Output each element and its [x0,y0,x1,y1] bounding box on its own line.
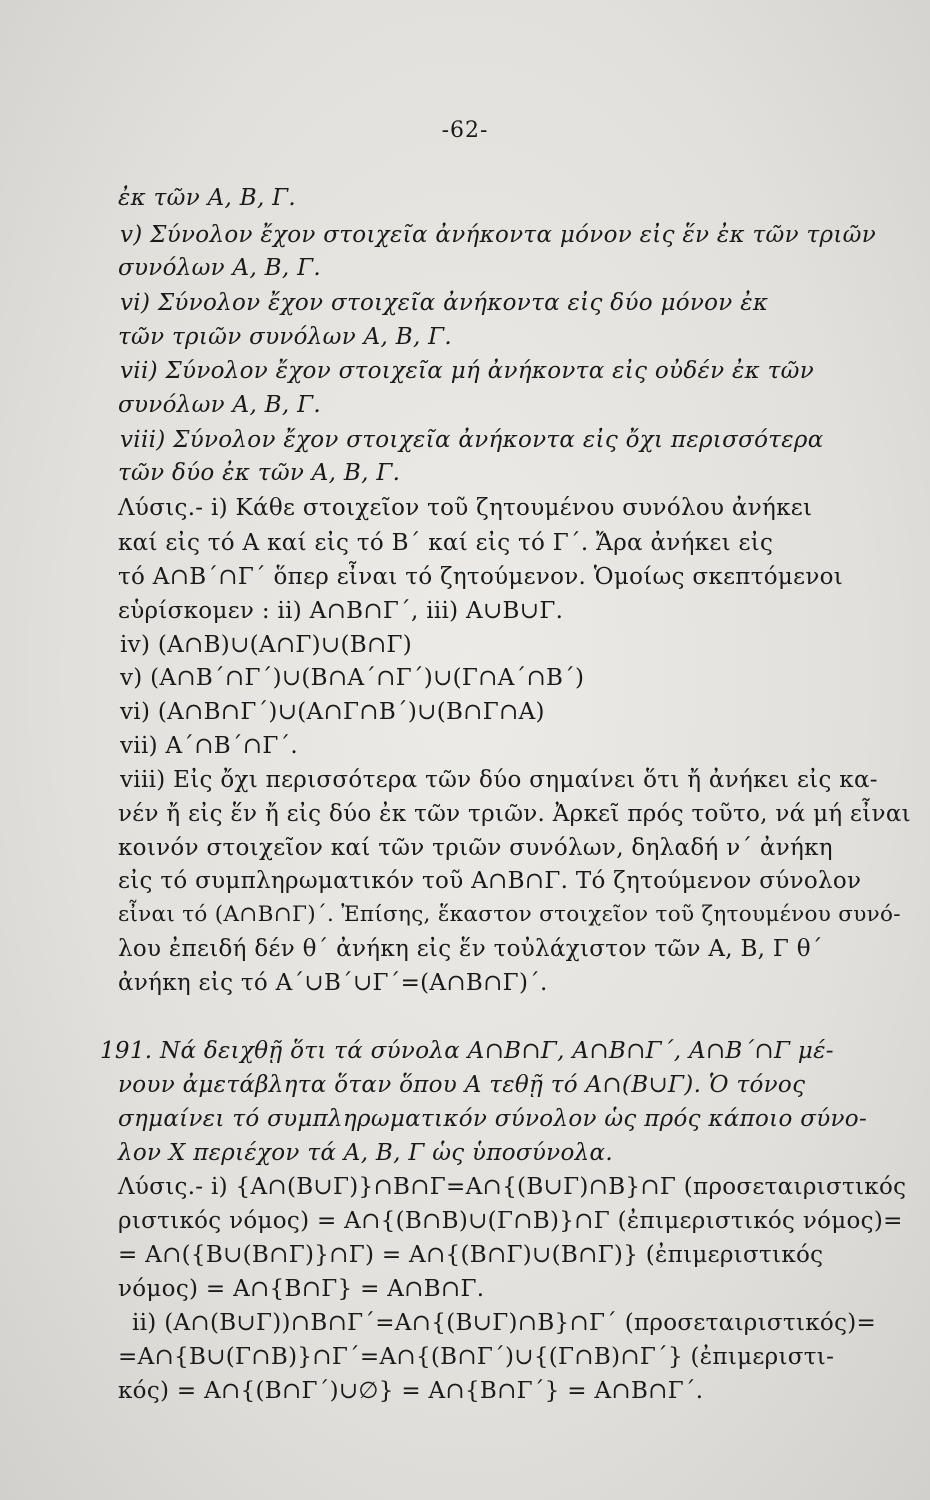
text-line: ἀνήκη εἰς τό Α΄∪Β΄∪Γ΄=(Α∩Β∩Γ)΄. [118,970,548,996]
text-line: νόμος) = Α∩{Β∩Γ} = Α∩Β∩Γ. [118,1276,485,1302]
formula-line: vi) (Α∩Β∩Γ΄)∪(Α∩Γ∩Β΄)∪(Β∩Γ∩Α) [120,699,545,725]
formula-line: vii) Α΄∩Β΄∩Γ΄. [120,733,299,759]
text-line: κοινόν στοιχεῖον καί τῶν τριῶν συνόλων, δηλαδή ν΄ ἀνήκη [118,835,833,861]
text-line: τό Α∩Β΄∩Γ΄ ὅπερ εἶναι τό ζητούμενον. Ὁμοίως σκεπτόμενοι [118,564,844,590]
text-line: συνόλων Α, Β, Γ. [118,392,321,418]
text-line: νουν ἀμετάβλητα ὅταν ὅπου Α τεθῇ τό Α∩(Β∪Γ). Ὁ τόνος [118,1072,806,1098]
formula-line: iv) (Α∩Β)∪(Α∩Γ)∪(Β∩Γ) [120,632,413,658]
text-line: λου ἐπειδή δέν θ΄ ἀνήκη εἰς ἕν τοὐλάχιστον τῶν Α, Β, Γ θ΄ [118,936,823,962]
text-line: vi) Σύνολον ἔχον στοιχεῖα ἀνήκοντα εἰς δύο μόνον ἐκ [120,290,769,316]
text-line: εἰς τό συμπληρωματικόν τοῦ Α∩Β∩Γ. Τό ζητούμενον σύνολον [118,868,862,894]
exercise-191-line: 191. Νά δειχθῇ ὅτι τά σύνολα Α∩Β∩Γ, Α∩Β∩Γ΄, Α∩Β΄∩Γ μέ- [100,1038,834,1064]
text-line: viii) Εἰς ὄχι περισσότερα τῶν δύο σημαίνει ὅτι ἤ ἀνήκει εἰς κα- [120,767,878,793]
text-line: σημαίνει τό συμπληρωματικόν σύνολον ὡς πρός κάποιο σύνο- [118,1106,868,1132]
text-line: καί εἰς τό Α καί εἰς τό Β΄ καί εἰς τό Γ΄. Ἄρα ἀνήκει εἰς [118,530,774,556]
text-line: = Α∩({Β∪(Β∩Γ)}∩Γ) = Α∩{(Β∩Γ)∪(Β∩Γ)} (ἐπιμεριστικός [118,1242,824,1268]
text-line: συνόλων Α, Β, Γ. [118,255,321,281]
text-line: v) Σύνολον ἔχον στοιχεῖα ἀνήκοντα μόνον εἰς ἕν ἐκ τῶν τριῶν [120,222,877,248]
formula-line: v) (Α∩Β΄∩Γ΄)∪(Β∩Α΄∩Γ΄)∪(Γ∩Α΄∩Β΄) [120,665,585,691]
text-line: vii) Σύνολον ἔχον στοιχεῖα μή ἀνήκοντα εἰς οὐδέν ἐκ τῶν [120,358,814,384]
text-line: εὑρίσκομεν : ii) Α∩Β∩Γ΄, iii) Α∪Β∪Γ. [118,598,564,624]
text-line: Λύσις.- i) Κάθε στοιχεῖον τοῦ ζητουμένου συνόλου ἀνήκει [118,495,813,521]
text-line: κός) = Α∩{(Β∩Γ΄)∪∅} = Α∩{Β∩Γ΄} = Α∩Β∩Γ΄. [118,1378,704,1404]
text-line: ii) (Α∩(Β∪Γ))∩Β∩Γ΄=Α∩{(Β∪Γ)∩Β}∩Γ΄ (προσεταιριστικός)= [132,1310,877,1336]
page-number: -62- [441,118,489,143]
text-line: λον Χ περιέχον τά Α, Β, Γ ὡς ὑποσύνολα. [118,1140,613,1166]
text-line: viii) Σύνολον ἔχον στοιχεῖα ἀνήκοντα εἰς ὄχι περισσότερα [120,427,824,453]
text-line: νέν ἤ εἰς ἕν ἤ εἰς δύο ἐκ τῶν τριῶν. Ἀρκεῖ πρός τοῦτο, νά μή εἶναι [118,801,911,827]
text-line: τῶν τριῶν συνόλων Α, Β, Γ. [118,324,453,350]
text-line: Λύσις.- i) {Α∩(Β∪Γ)}∩Β∩Γ=Α∩{(Β∪Γ)∩Β}∩Γ (προσεταιριστικός [118,1174,907,1200]
text-line: τῶν δύο ἐκ τῶν Α, Β, Γ. [118,460,401,486]
text-line: ἐκ τῶν Α, Β, Γ. [118,185,297,211]
text-line: =Α∩{Β∪(Γ∩Β)}∩Γ΄=Α∩{(Β∩Γ΄)∪{(Γ∩Β)∩Γ΄} (ἐπιμεριστι- [118,1344,835,1370]
text-line: ριστικός νόμος) = Α∩{(Β∩Β)∪(Γ∩Β)}∩Γ (ἐπιμεριστικός νόμος)= [118,1208,903,1234]
text-line: εἶναι τό (Α∩Β∩Γ)΄. Ἐπίσης, ἕκαστον στοιχεῖον τοῦ ζητουμένου συνό- [118,902,901,927]
